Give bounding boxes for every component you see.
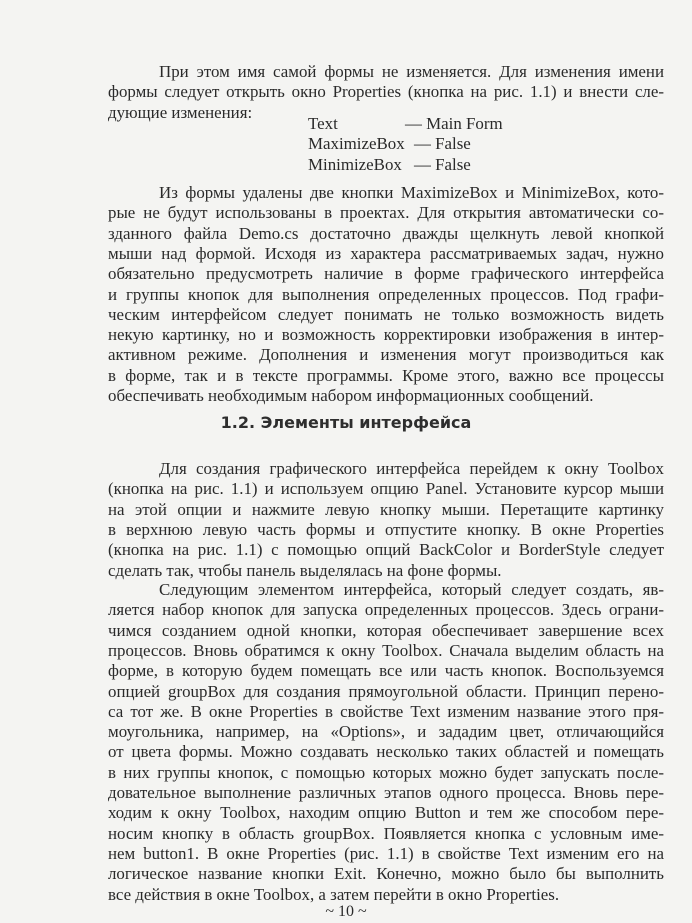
text-line: ческим интерфейсом следует понимать не только возможность видеть	[108, 304, 664, 324]
text-line: на этой опции и нажмите левую кнопку мыши. Перетащите картинку	[108, 499, 664, 519]
text-line: активном режиме. Дополнения и изменения могут производиться как	[108, 345, 664, 365]
text-line: обеспечивать необходимым набором информационных сообщений.	[108, 386, 594, 405]
text-line: в форме, так и в тексте программы. Кроме этого, важно все процессы	[108, 365, 664, 385]
section-heading: 1.2. Элементы интерфейса	[220, 413, 472, 432]
text-line: форме, в которую будем помещать все или часть кнопок. Воспользуемся	[108, 661, 664, 681]
text-line: все действия в окне Toolbox, а затем перейти в окно Properties.	[108, 884, 560, 904]
text-line: в верхнюю левую часть формы и отпустите кнопку. В окне Properties	[108, 519, 664, 539]
property-value: — False	[414, 134, 471, 154]
text-line: (кнопка на рис. 1.1) с помощью опций BackColor и BorderStyle следует	[108, 540, 664, 560]
property-name: MaximizeBox	[308, 134, 405, 154]
text-line: и группы кнопок для выполнения определенных процессов. Под графи-	[108, 284, 664, 304]
text-line: формы следует открыть окно Properties (кнопка на рис. 1.1) и внести сле-	[108, 82, 664, 102]
text-line: довательное выполнение различных этапов одного процесса. Вновь пере-	[108, 783, 664, 802]
page-number: ~ 10 ~	[325, 903, 367, 920]
text-line: дующие изменения:	[108, 102, 253, 122]
text-line: са тот же. В окне Properties в свойстве Text изменим название этого пря-	[108, 701, 664, 721]
text-line: в них группы кнопок, с помощью которых можно будет запускать после-	[108, 762, 664, 782]
text-line: ляется набор кнопок для запуска определенных процессов. Здесь ограни-	[108, 600, 664, 620]
text-line: При этом имя самой формы не изменяется. Для изменения имени	[159, 62, 664, 81]
text-line: Из формы удалены две кнопки MaximizeBox и MinimizeBox, кото-	[159, 183, 664, 202]
text-line: от цвета формы. Можно создавать несколько таких областей и помещать	[108, 742, 664, 762]
text-line: обязательно предусмотреть наличие в форме графического интерфейса	[108, 264, 664, 284]
text-line: чимся созданием одной кнопки, которая обеспечивает завершение всех	[108, 620, 664, 640]
property-value: — Main Form	[405, 114, 503, 133]
text-line: сделать так, чтобы панель выделялась на фоне формы.	[108, 560, 502, 580]
property-name: Text	[308, 114, 338, 133]
text-line: Для создания графического интерфейса перейдем к окну Toolbox	[159, 459, 664, 478]
text-line: нем button1. В окне Properties (рис. 1.1) в свойстве Text изменим его на	[108, 843, 664, 863]
property-value: — False	[414, 154, 471, 174]
text-line: некую картинку, но и возможность корректировки изображения в интер-	[108, 325, 664, 345]
text-line: опцией groupBox для создания прямоугольной области. Принцип перено-	[108, 681, 664, 701]
text-line: Следующим элементом интерфейса, который следует создать, яв-	[159, 580, 664, 599]
text-line: логическое название кнопки Exit. Конечно, можно было бы выполнить	[108, 864, 664, 884]
text-line: мыши над формой. Исходя из характера рассматриваемых задач, нужно	[108, 243, 664, 263]
text-line: ходим к окну Toolbox, находим опцию Button и тем же способом пере-	[108, 803, 664, 823]
text-line: (кнопка на рис. 1.1) и используем опцию Panel. Установите курсор мыши	[108, 479, 664, 499]
text-line: носим кнопку в область groupBox. Появляется кнопка с условным име-	[108, 823, 664, 843]
property-name: MinimizeBox	[308, 154, 402, 174]
text-line: зданного файла Demo.cs достаточно дважды щелкнуть левой кнопкой	[108, 223, 664, 243]
text-line: рые не будут использованы в проектах. Для открытия автоматически со-	[108, 203, 664, 223]
text-line: процессов. Вновь обратимся к окну Toolbox. Сначала выделим область на	[108, 640, 664, 660]
text-line: моугольника, например, на «Options», и зададим цвет, отличающийся	[108, 722, 664, 742]
